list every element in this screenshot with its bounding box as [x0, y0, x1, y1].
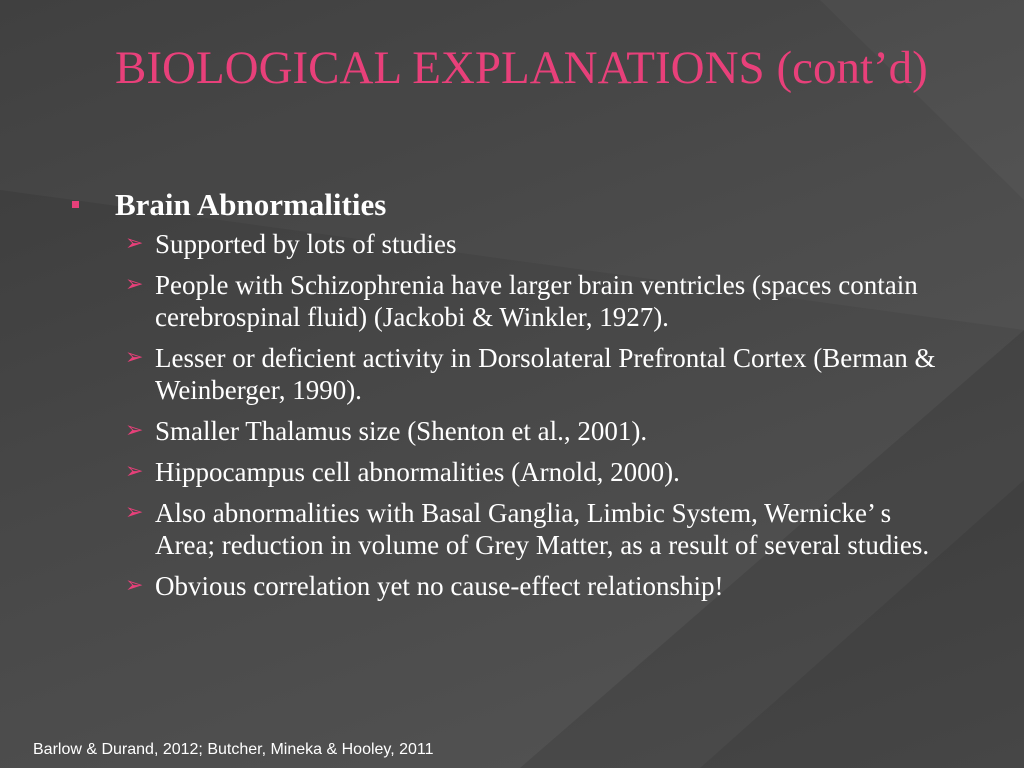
- arrow-bullet-icon: ➢: [125, 231, 144, 256]
- arrow-bullet-icon: ➢: [125, 418, 144, 443]
- arrow-bullet-icon: ➢: [125, 272, 144, 297]
- list-item: [68, 570, 955, 602]
- list-item: [68, 342, 955, 406]
- square-bullet-icon: [72, 201, 79, 208]
- list-item: [68, 269, 955, 333]
- slide-content: [68, 186, 968, 611]
- heading-item: [68, 186, 968, 224]
- point-text: Obvious correlation yet no cause-effect relationship!: [155, 571, 724, 601]
- heading-text: Brain Abnormalities: [115, 187, 387, 222]
- point-list: [68, 228, 968, 602]
- slide-title: BIOLOGICAL EXPLANATIONS (cont’d): [115, 42, 928, 94]
- point-text: People with Schizophrenia have larger brain ventricles (spaces contain cerebrospinal fluid) (Jackobi & Winkler, 1927).: [155, 270, 918, 332]
- arrow-bullet-icon: ➢: [125, 500, 144, 525]
- list-item: [68, 228, 955, 260]
- point-text: Smaller Thalamus size (Shenton et al., 2001).: [155, 416, 648, 446]
- arrow-bullet-icon: ➢: [125, 459, 144, 484]
- arrow-bullet-icon: ➢: [125, 573, 144, 598]
- point-text: Lesser or deficient activity in Dorsolateral Prefrontal Cortex (Berman & Weinberger, 1990).: [155, 343, 936, 405]
- footer-citation: Barlow & Durand, 2012; Butcher, Mineka & Hooley, 2011: [33, 741, 434, 758]
- list-item: [68, 456, 955, 488]
- list-item: [68, 415, 955, 447]
- arrow-bullet-icon: ➢: [125, 345, 144, 370]
- point-text: Hippocampus cell abnormalities (Arnold, 2000).: [155, 457, 680, 487]
- point-text: Also abnormalities with Basal Ganglia, Limbic System, Wernicke’ s Area; reduction in volume of Grey Matter, as a result of several studies.: [155, 498, 930, 560]
- point-text: Supported by lots of studies: [155, 229, 457, 259]
- list-item: [68, 497, 955, 561]
